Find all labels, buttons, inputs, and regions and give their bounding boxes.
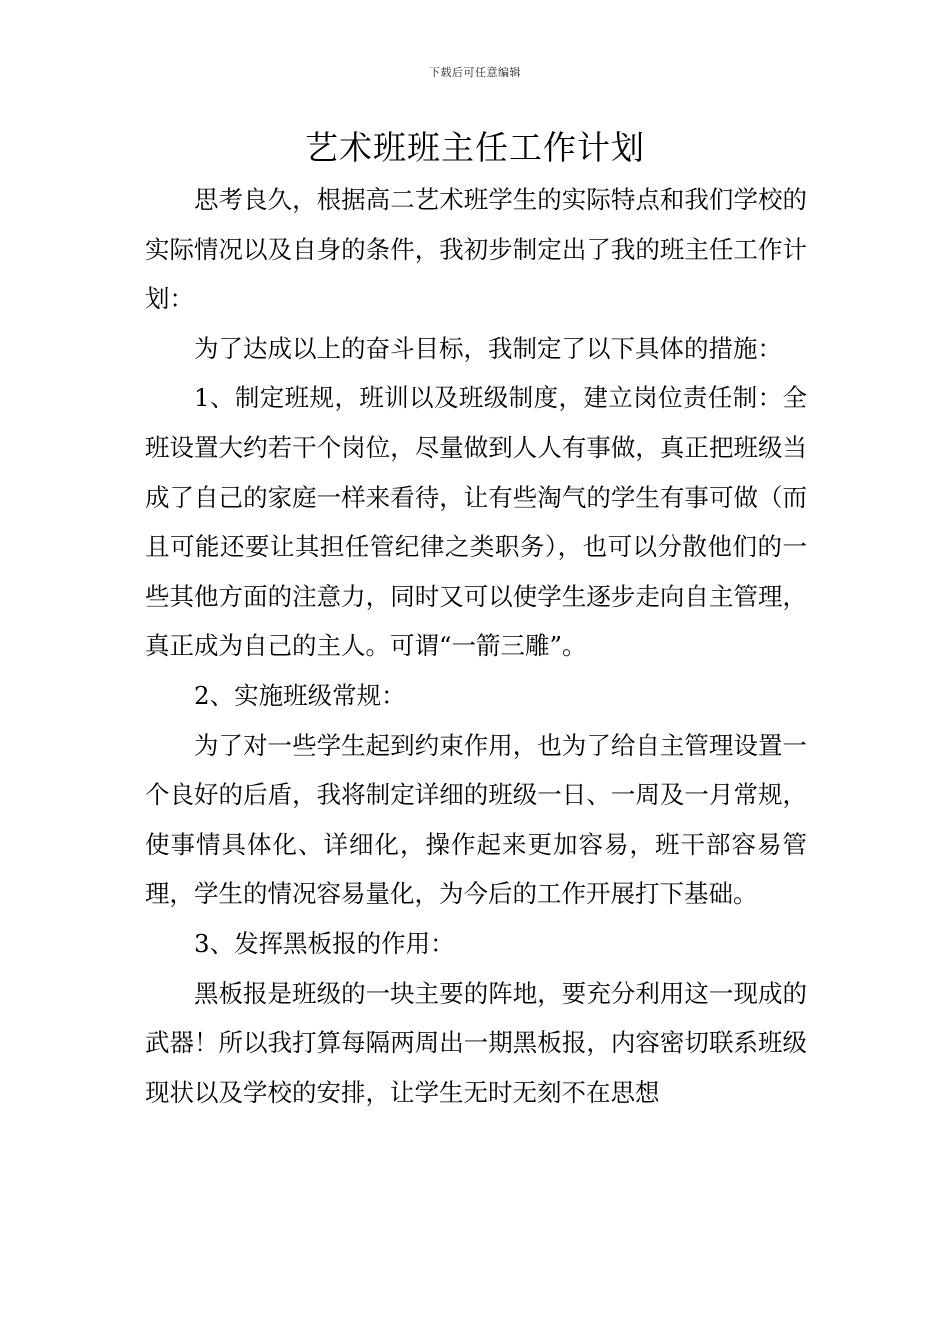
- paragraph-item-2-heading: 2、实施班级常规：: [194, 680, 406, 710]
- paragraph-item-1: 1、制定班规，班训以及班级制度，建立岗位责任制：全班设置大约若干个岗位，尽量做到人人有事做，真正把班级当成了自己的家庭一样来看待，让有些淘气的学生有事可做（而且可能还要让其担任管纪律之类职务），也可以分散他们的一些其他方面的注意力，同时又可以使学生逐步走向自主管理，真正成为自己的主人。可谓“一箭三雕”。: [145, 383, 807, 661]
- paragraph-intro: 思考良久，根据高二艺术班学生的实际特点和我们学校的实际情况以及自身的条件，我初步制定出了我的班主任工作计划：: [145, 185, 807, 314]
- document-body: [145, 175, 807, 1117]
- paragraph-item-2-body: 为了对一些学生起到约束作用，也为了给自主管理设置一个良好的后盾，我将制定详细的班级一日、一周及一月常规，使事情具体化、详细化，操作起来更加容易，班干部容易管理，学生的情况容易量化，为今后的工作开展打下基础。: [145, 730, 807, 909]
- paragraph-item-3-heading: 3、发挥黑板报的作用：: [194, 928, 455, 958]
- header-note: 下载后可任意编辑: [429, 66, 521, 79]
- paragraph-measures: 为了达成以上的奋斗目标，我制定了以下具体的措施：: [194, 333, 782, 363]
- paragraph-item-3-body: 黑板报是班级的一块主要的阵地，要充分利用这一现成的武器！所以我打算每隔两周出一期黑板报，内容密切联系班级现状以及学校的安排，让学生无时无刻不在思想: [145, 978, 807, 1107]
- document-title: 艺术班班主任工作计划: [305, 128, 645, 167]
